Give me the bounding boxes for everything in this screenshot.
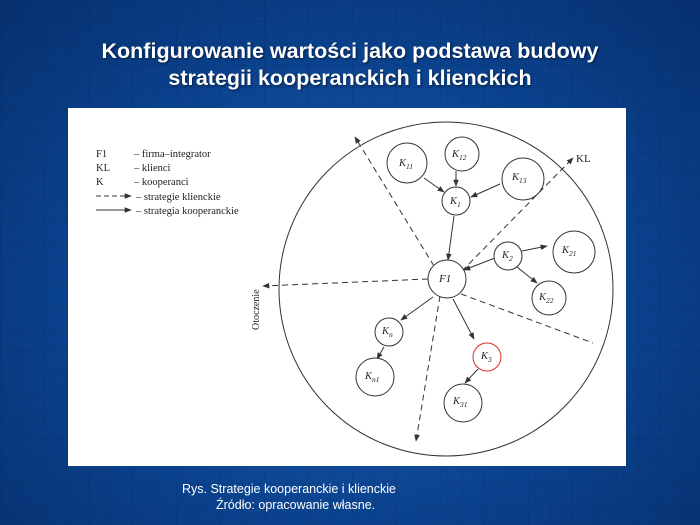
label-k11: $K_{11}$ <box>399 158 413 171</box>
dashed-arrow-down <box>416 296 440 441</box>
label-k1: $K_1$ <box>450 196 461 209</box>
legend-key-kl: KL <box>96 163 110 174</box>
dashed-arrow-left <box>263 279 428 286</box>
legend-key-f1: F1 <box>96 149 108 160</box>
nodes <box>356 137 595 422</box>
strategy-diagram <box>68 108 626 466</box>
label-k22: $K_{22}$ <box>539 292 554 305</box>
arrow-kn-kn1 <box>377 347 384 359</box>
label-kn1: $K_{n1}$ <box>365 371 380 384</box>
label-k3: $K_3$ <box>481 351 492 364</box>
label-k31: $K_{31}$ <box>453 396 468 409</box>
figure-panel <box>68 108 626 466</box>
title-line-1: Konfigurowanie wartości jako podstawa budowy <box>101 39 599 63</box>
title-line-2: strategii kooperanckich i klienckich <box>168 66 532 90</box>
label-k21: $K_{21}$ <box>562 245 577 258</box>
caption-title: Rys. Strategie kooperanckie i klienckie <box>182 482 396 496</box>
legend-desc-k: – kooperanci <box>134 177 189 188</box>
label-f1: F1 <box>439 273 452 285</box>
arrow-k3-k31 <box>465 369 478 383</box>
dashed-arrow-right <box>461 294 593 343</box>
arrow-f1-k3 <box>453 299 474 339</box>
figure-caption <box>182 481 396 513</box>
clients-label: KL <box>576 153 591 165</box>
legend <box>96 149 239 217</box>
legend-desc-f1: – firma–integrator <box>134 149 211 160</box>
arrow-f1-kn <box>401 297 433 320</box>
caption-source: Źródło: opracowanie własne. <box>216 498 376 512</box>
label-k13: $K_{13}$ <box>512 172 527 185</box>
label-k2: $K_2$ <box>502 250 513 263</box>
legend-desc-cooperation-strategy: – strategia kooperanckie <box>136 206 239 217</box>
arrow-k1-f1 <box>448 216 454 260</box>
environment-label: Otoczenie <box>251 289 262 330</box>
legend-desc-client-strategy: – strategie klienckie <box>136 192 221 203</box>
arrow-k13-k1 <box>471 184 500 197</box>
arrow-k2-k21 <box>522 246 547 251</box>
legend-key-k: K <box>96 177 104 188</box>
label-k12: $K_{12}$ <box>452 149 467 162</box>
legend-desc-kl: – klienci <box>134 163 171 174</box>
node-labels <box>364 149 577 409</box>
slide-title <box>20 38 680 92</box>
arrow-k2-k22 <box>517 267 537 283</box>
arrow-k11-k1 <box>424 178 444 192</box>
label-kn: $K_n$ <box>382 326 393 339</box>
arrow-k2-f1 <box>464 258 495 270</box>
